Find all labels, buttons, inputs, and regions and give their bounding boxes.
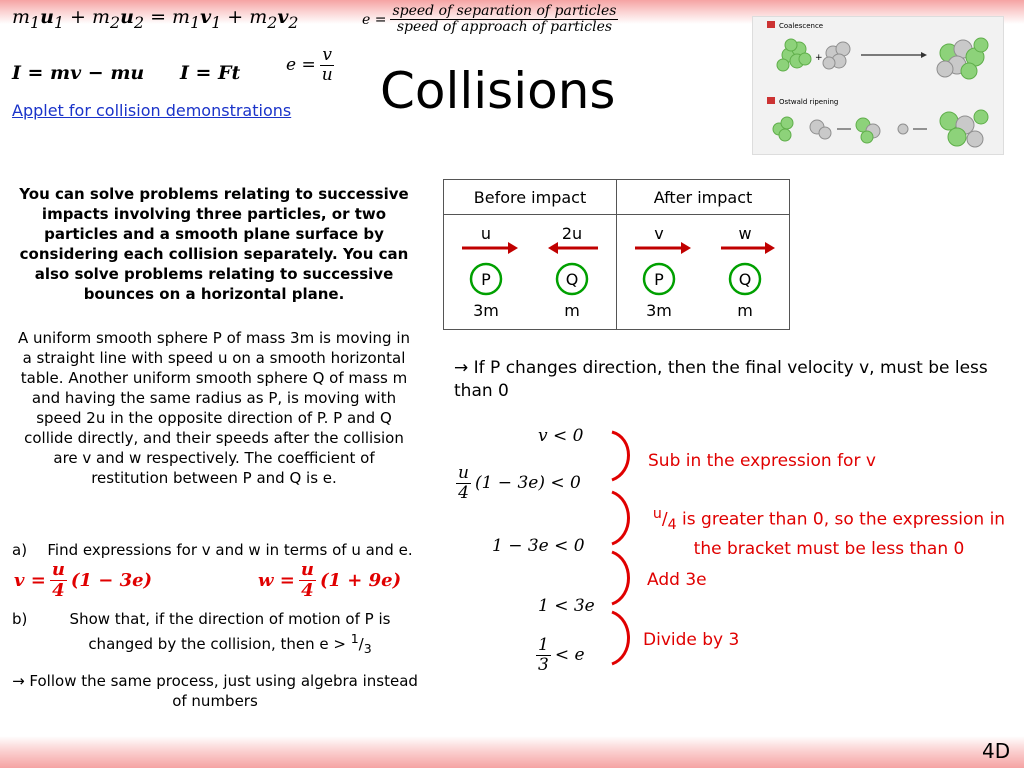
after-p-mass: 3m (646, 301, 672, 320)
answer-w-fraction (299, 560, 316, 601)
brace-4 (612, 612, 629, 664)
before-impact-header: Before impact (444, 180, 617, 215)
step-2-fraction (456, 464, 471, 502)
note-2-sub: 4 (667, 517, 677, 534)
label-b-box (767, 97, 775, 104)
coalescence-arrowhead (921, 52, 927, 58)
note-add-3e: Add 3e (647, 570, 707, 590)
step-5-den: 3 (538, 654, 549, 675)
step-5-fraction (536, 636, 551, 674)
frac-num-v: v (322, 45, 332, 65)
sub-1b: 1 (53, 12, 65, 32)
after-p-arrowhead (681, 242, 691, 254)
before-p-speed: u (480, 224, 492, 243)
step-4: 1 < 3e (538, 596, 595, 616)
gray-cluster-1 (823, 42, 850, 69)
e-lhs-short: e = (286, 55, 316, 76)
before-q-arrowhead (548, 242, 558, 254)
before-p-label: P (481, 270, 491, 289)
answer-v-lhs: v = (14, 569, 46, 591)
brace-3 (612, 552, 629, 604)
vel-v1: v (200, 6, 212, 28)
after-impact-header: After impact (617, 180, 790, 215)
after-p-label: P (654, 270, 664, 289)
intro-paragraph: You can solve problems relating to successive impacts involving three particles, or two particles and a smooth plane surface by considering each collision separately. You can also solve problems relating to successive bounces on a horizontal plane. (19, 185, 409, 303)
sub-3a: 1 (190, 12, 201, 32)
sub-3b: 1 (211, 12, 222, 32)
ostwald-sequence (773, 110, 988, 147)
step-2 (456, 464, 581, 502)
mass-m1: m (12, 6, 31, 28)
before-impact-diagram (444, 215, 614, 325)
coalescence-illustration (752, 16, 1004, 155)
question-b-text (38, 610, 422, 658)
step-2-den: 4 (458, 482, 469, 503)
ostwald-label: Ostwald ripening (779, 98, 839, 106)
note-sub-in: Sub in the expression for v (648, 451, 876, 471)
impact-table (443, 179, 790, 330)
question-b-label: b) (12, 610, 28, 628)
answer-v-den: 4 (52, 579, 65, 601)
answer-w-lhs: w = (258, 569, 295, 591)
before-q-mass: m (564, 301, 580, 320)
restitution-long-formula (362, 4, 618, 36)
question-b-sub: 3 (363, 641, 372, 656)
question-b-text-pre: Show that, if the direction of motion of P is changed by the collision, then e > (69, 610, 391, 653)
question-b (12, 610, 422, 658)
before-p-mass: 3m (473, 301, 499, 320)
merged-cluster (937, 38, 988, 79)
impulse-formula-1: I = mv − mu (12, 62, 145, 84)
question-a (12, 541, 422, 560)
note-u-over-4 (644, 502, 1014, 561)
impact-table-grid (443, 179, 790, 330)
follow-process-text: → Follow the same process, just using algebra instead of numbers (12, 672, 418, 710)
question-b-slash: / (358, 635, 364, 653)
after-p-speed: v (654, 224, 664, 243)
plus-2: + (221, 6, 250, 28)
step-5-rest: < e (554, 645, 585, 666)
sub-4a: 2 (267, 12, 278, 32)
note-2-text: is greater than 0, so the expression in the bracket must be less than 0 (676, 509, 1006, 560)
equals-1: = (144, 6, 173, 28)
e-lhs-long: e = (362, 11, 387, 28)
question-a-text: Find expressions for v and w in terms of u and e. (47, 541, 413, 559)
brace-2 (612, 492, 629, 544)
mass-m2b: m (249, 6, 268, 28)
plus-sign-1: + (815, 53, 823, 63)
brace-1 (612, 432, 629, 480)
step-3: 1 − 3e < 0 (492, 536, 585, 556)
before-q-label: Q (565, 270, 579, 289)
after-impact-diagram (617, 215, 787, 325)
note-divide-by-3: Divide by 3 (643, 630, 740, 650)
vel-u1: u (40, 6, 54, 28)
sub-2a: 2 (110, 12, 121, 32)
after-q-speed: w (738, 224, 752, 243)
frac-den-approach: speed of approach of particles (396, 19, 613, 36)
answer-w (258, 560, 401, 601)
step-2-num: u (458, 463, 469, 483)
illustration-svg (753, 17, 1003, 154)
step-5-num: 1 (538, 635, 549, 655)
mass-m1b: m (172, 6, 191, 28)
page-tag: 4D (982, 739, 1011, 763)
answer-v-rhs: (1 − 3e) (70, 569, 153, 591)
step-1: v < 0 (538, 426, 584, 446)
answer-v-num: u (51, 559, 65, 580)
before-p-arrowhead (508, 242, 518, 254)
answer-v-fraction (50, 560, 67, 601)
after-q-mass: m (737, 301, 753, 320)
question-a-label: a) (12, 541, 28, 559)
frac-den-u: u (321, 64, 333, 85)
sub-4b: 2 (288, 12, 299, 32)
before-impact-cell (444, 215, 617, 330)
vel-v2: v (277, 6, 289, 28)
green-cluster-1 (777, 39, 811, 71)
note-2-sup: u (652, 506, 662, 522)
vel-u2: u (120, 6, 134, 28)
after-impact-cell (617, 215, 790, 330)
separation-over-approach-fraction (390, 4, 618, 36)
answer-w-num: u (300, 559, 314, 580)
answer-w-den: 4 (301, 579, 314, 601)
problem-paragraph: A uniform smooth sphere P of mass 3m is moving in a straight line with speed u on a smooth horizontal table. Another uniform smooth sphere Q of mass m and having the same radius as P, is moving with speed 2u in the opposite direction of P. P and Q collide directly, and their speeds after the collision are v and w respectively. The coefficient of restitution between P and Q is e. (18, 329, 411, 487)
sub-1a: 1 (30, 12, 41, 32)
mass-m2: m (92, 6, 111, 28)
applet-link[interactable]: Applet for collision demonstrations (12, 101, 292, 120)
before-q-speed: 2u (561, 224, 583, 243)
label-a-box (767, 21, 775, 28)
answer-v (14, 560, 152, 601)
note-2-slash: / (661, 509, 668, 530)
answer-w-rhs: (1 + 9e) (319, 569, 402, 591)
question-b-sup: 1 (350, 631, 359, 646)
restitution-short-formula (286, 46, 335, 84)
page-title: Collisions (380, 62, 616, 120)
after-q-arrowhead (765, 242, 775, 254)
step-5 (536, 636, 585, 674)
sub-2b: 2 (133, 12, 145, 32)
impulse-formula-2: I = Ft (180, 62, 241, 84)
coalescence-label: Coalescence (779, 22, 824, 30)
after-q-label: Q (738, 270, 752, 289)
frac-num-separation: speed of separation of particles (392, 3, 617, 19)
reasoning-intro: → If P changes direction, then the final velocity v, must be less than 0 (454, 358, 988, 401)
momentum-formula (12, 6, 299, 32)
plus-1: + (64, 6, 93, 28)
step-2-rest: (1 − 3e) < 0 (474, 473, 581, 494)
v-over-u-fraction (320, 46, 335, 84)
